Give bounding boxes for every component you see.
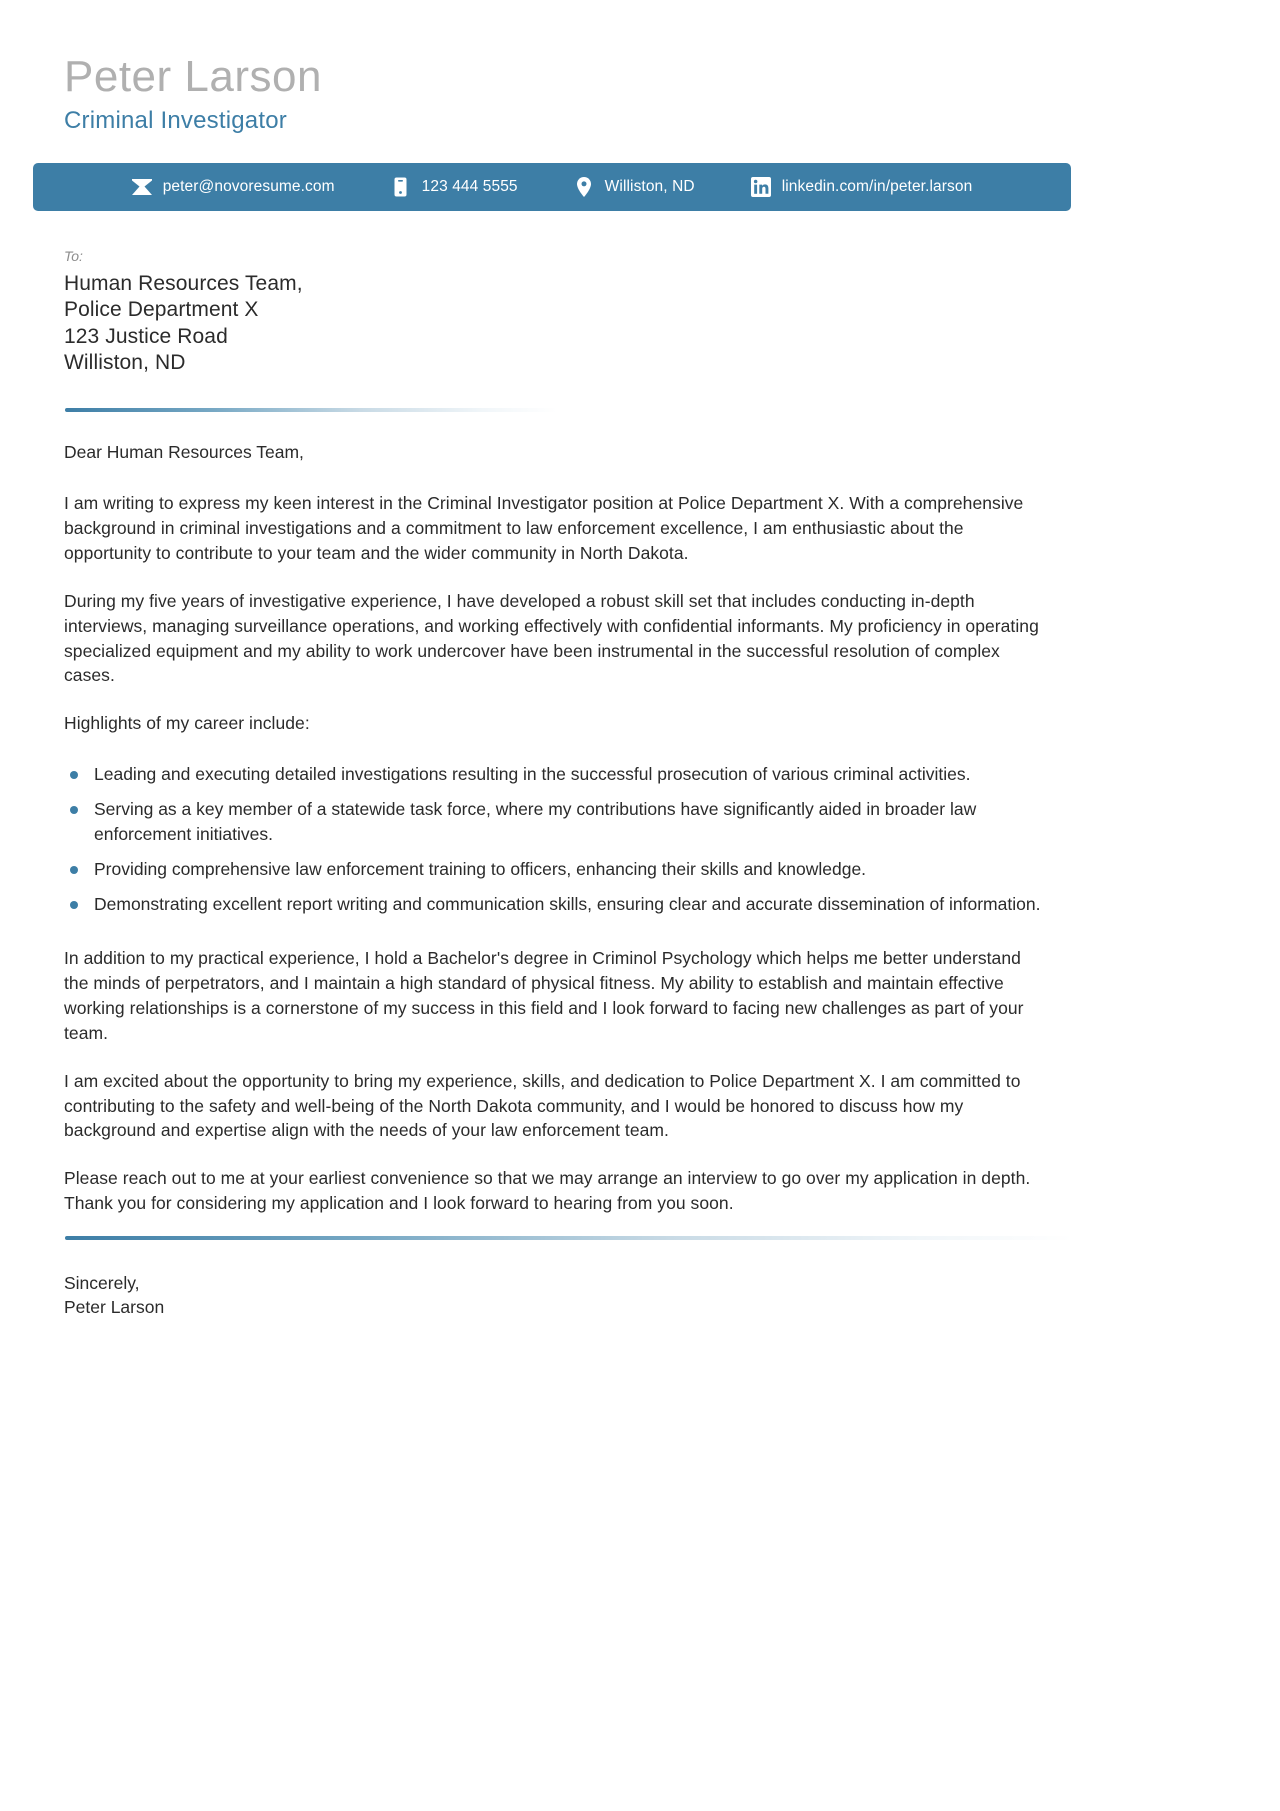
list-item [70, 762, 1041, 787]
bullet-dot-icon [70, 771, 78, 779]
closing-text: Sincerely, [64, 1273, 140, 1293]
linkedin-icon [751, 177, 771, 197]
contact-item-linkedin[interactable] [751, 177, 973, 197]
contact-phone-label: 123 444 5555 [421, 178, 518, 195]
list-item-text: Providing comprehensive law enforcement training to officers, enhancing their skills and knowledge. [94, 858, 867, 879]
list-item [70, 892, 1041, 917]
bullet-dot-icon [70, 806, 78, 814]
list-item-text: Leading and executing detailed investigations resulting in the successful prosecution of various criminal activities. [94, 764, 971, 785]
contact-linkedin-label: linkedin.com/in/peter.larson [781, 178, 973, 195]
envelope-icon [132, 177, 152, 197]
contact-email-label: peter@novoresume.com [162, 178, 335, 195]
salutation: Dear Human Resources Team, [64, 442, 304, 462]
highlights-list [64, 762, 1041, 916]
list-item-text: Serving as a key member of a statewide task force, where my contributions have significantly aided in broader law enforcement initiatives. [94, 798, 977, 844]
letter-body [64, 440, 1041, 1239]
signoff-block [64, 1272, 664, 1319]
page-title: Peter Larson [64, 52, 322, 101]
recipient-line-1: Human Resources Team, [64, 271, 303, 295]
recipient-line-2: Police Department X [64, 298, 259, 322]
to-label: To: [64, 248, 83, 264]
location-pin-icon [574, 177, 594, 197]
body-paragraph-3: In addition to my practical experience, I hold a Bachelor's degree in Criminol Psychology which helps me better understand the minds of perpetrators, and I maintain a high standard of physical fitness. My ability to establish and maintain effective working relationships is a cornerstone of my success in this field and I look forward to facing new challenges as part of your team. [64, 948, 1024, 1043]
divider-top [65, 408, 557, 412]
phone-icon [391, 177, 411, 197]
recipient-block [64, 248, 303, 377]
contact-location-label: Williston, ND [604, 178, 695, 195]
signature-name: Peter Larson [64, 1296, 165, 1317]
contact-item-location[interactable] [574, 177, 695, 197]
recipient-line-3: 123 Justice Road [64, 324, 228, 348]
contact-item-email[interactable] [132, 177, 335, 197]
list-item [70, 857, 1041, 882]
contact-bar [33, 163, 1071, 211]
bullet-dot-icon [70, 866, 78, 874]
list-item [70, 797, 1041, 847]
contact-item-phone[interactable] [391, 177, 518, 197]
highlights-intro: Highlights of my career include: [64, 713, 310, 734]
job-title: Criminal Investigator [64, 107, 287, 135]
list-item-text: Demonstrating excellent report writing and communication skills, ensuring clear and accurate dissemination of information. [94, 893, 1041, 914]
letter-header [0, 0, 1280, 136]
body-paragraph-2: During my five years of investigative experience, I have developed a robust skill set that includes conducting in-depth interviews, managing surveillance operations, and working effectively with confidential informants. My proficiency in operating specialized equipment and my ability to work undercover have been instrumental in the successful resolution of complex cases. [64, 590, 1039, 686]
recipient-line-4: Williston, ND [64, 351, 186, 375]
body-paragraph-5: Please reach out to me at your earliest convenience so that we may arrange an interview to go over my application in depth. Thank you for considering my application and I look forward to hearing from you soon. [64, 1168, 1031, 1214]
body-paragraph-1: I am writing to express my keen interest in the Criminal Investigator position at Police Department X. With a comprehensive background in criminal investigations and a commitment to law enforcement excellence, I am enthusiastic about the opportunity to contribute to your team and the wider community in North Dakota. [64, 493, 1024, 564]
divider-bottom [65, 1236, 1073, 1240]
bullet-dot-icon [70, 901, 78, 909]
body-paragraph-4: I am excited about the opportunity to bring my experience, skills, and dedication to Police Department X. I am committed to contributing to the safety and well-being of the North Dakota community, and I would be honored to discuss how my background and expertise align with the needs of your law enforcement team. [64, 1070, 1021, 1141]
